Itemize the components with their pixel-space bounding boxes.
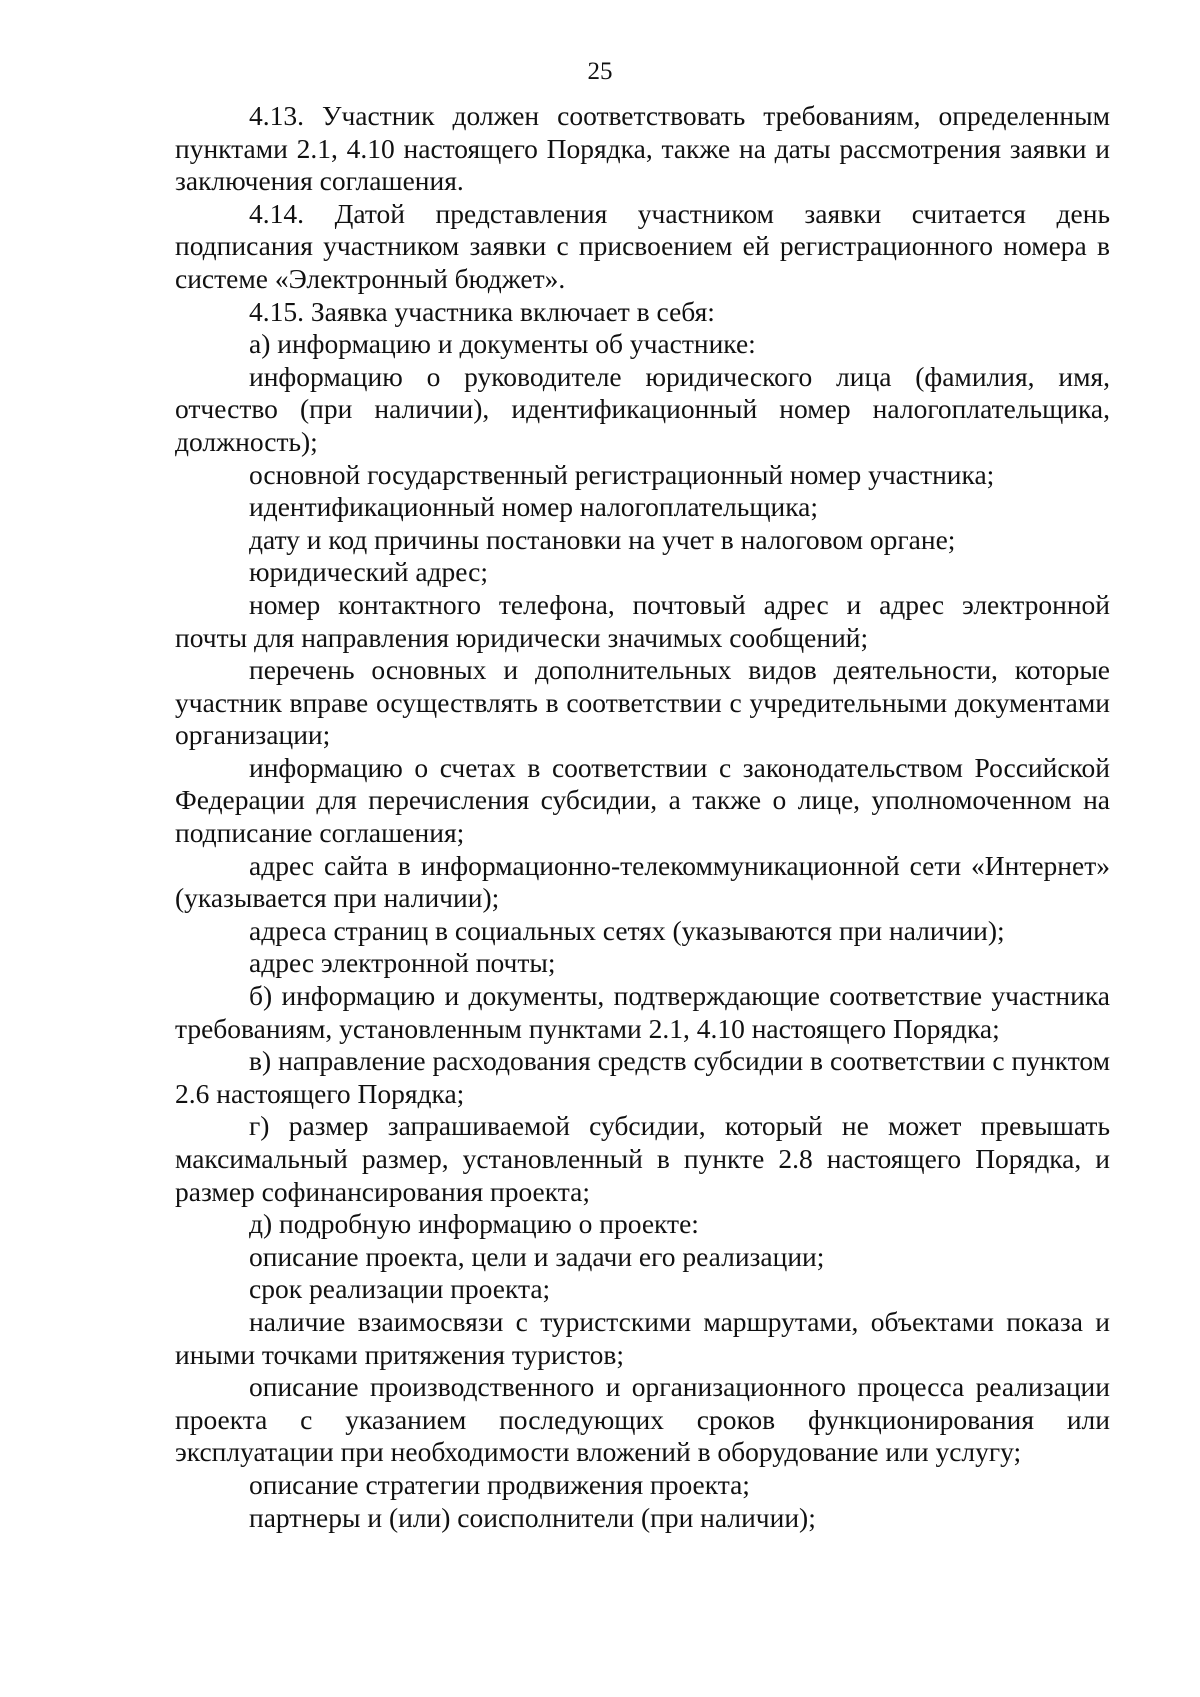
page-number: 25 [587, 58, 613, 85]
list-item-tourist-routes: наличие взаимосвязи с туристскими маршрутами, объектами показа и иными точками притяжения туристов; [175, 1305, 1110, 1370]
list-item-project-term: срок реализации проекта; [249, 1273, 551, 1305]
list-item-partners: партнеры и (или) соисполнители (при наличии); [249, 1501, 816, 1533]
list-item-a: а) информацию и документы об участнике: [249, 328, 756, 360]
list-item-production-process: описание производственного и организационного процесса реализации проекта с указанием последующих сроков функционирования или эксплуатации при необходимости вложений в оборудование или услугу; [175, 1371, 1110, 1468]
list-item-activities: перечень основных и дополнительных видов деятельности, которые участник вправе осуществлять в соответствии с учредительными документами организации; [175, 654, 1110, 751]
list-item-v: в) направление расходования средств субсидии в соответствии с пунктом 2.6 настоящего Порядка; [175, 1045, 1110, 1109]
list-item-director-info: информацию о руководителе юридического лица (фамилия, имя, отчество (при наличии), идентификационный номер налогоплательщика, должность); [175, 360, 1110, 457]
list-item-inn: идентификационный номер налогоплательщика; [249, 491, 819, 523]
list-item-g: г) размер запрашиваемой субсидии, который не может превышать максимальный размер, установленный в пункте 2.8 настоящего Порядка, и размер софинансирования проекта; [175, 1110, 1110, 1207]
list-item-email: адрес электронной почты; [249, 947, 556, 979]
paragraph-4-15: 4.15. Заявка участника включает в себя: [249, 295, 715, 327]
list-item-ogrn: основной государственный регистрационный номер участника; [249, 458, 995, 490]
paragraph-4-13: 4.13. Участник должен соответствовать требованиям, определенным пунктами 2.1, 4.10 настоящего Порядка, также на даты рассмотрения заявки и заключения соглашения. [175, 100, 1110, 197]
document-body [175, 100, 1110, 1534]
paragraph-4-14: 4.14. Датой представления участником заявки считается день подписания участником заявки с присвоением ей регистрационного номера в системе «Электронный бюджет». [175, 197, 1110, 294]
list-item-d: д) подробную информацию о проекте: [249, 1208, 699, 1240]
list-item-social: адреса страниц в социальных сетях (указываются при наличии); [249, 914, 1005, 946]
list-item-website: адрес сайта в информационно-телекоммуникационной сети «Интернет» (указывается при наличии); [175, 849, 1110, 914]
list-item-contacts: номер контактного телефона, почтовый адрес и адрес электронной почты для направления юридически значимых сообщений; [175, 588, 1110, 653]
list-item-accounts: информацию о счетах в соответствии с законодательством Российской Федерации для перечисления субсидии, а также о лице, уполномоченном на подписание соглашения; [175, 751, 1110, 849]
list-item-legal-address: юридический адрес; [249, 556, 489, 588]
list-item-kpp: дату и код причины постановки на учет в налоговом органе; [249, 523, 956, 555]
list-item-b: б) информацию и документы, подтверждающие соответствие участника требованиям, установленным пунктами 2.1, 4.10 настоящего Порядка; [175, 980, 1110, 1044]
list-item-promotion-strategy: описание стратегии продвижения проекта; [249, 1468, 750, 1500]
list-item-project-description: описание проекта, цели и задачи его реализации; [249, 1240, 825, 1272]
